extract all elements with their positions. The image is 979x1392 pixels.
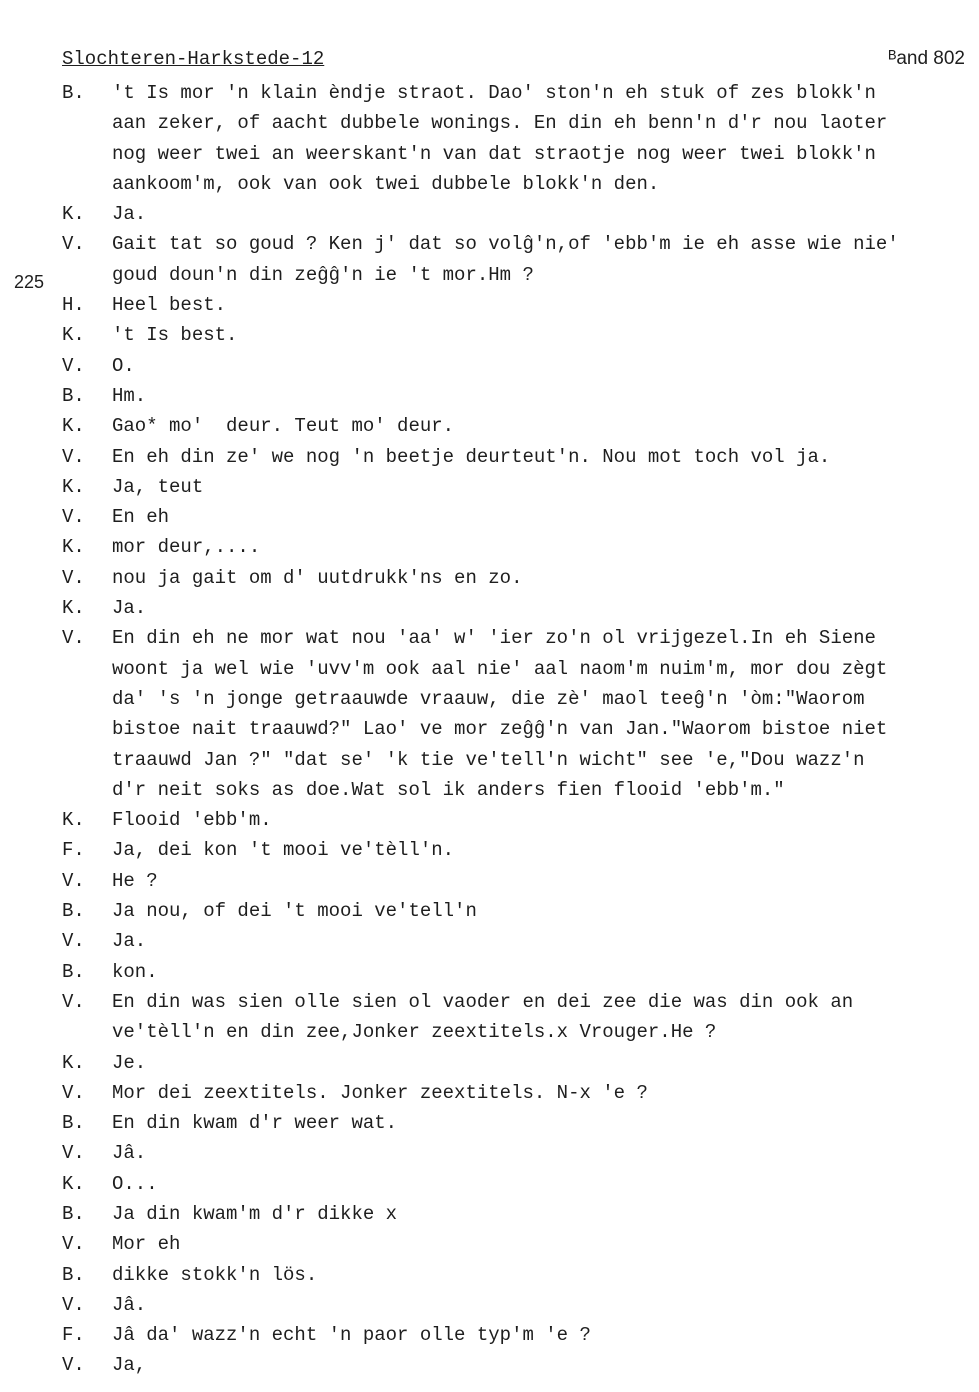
turn-text: [112, 229, 962, 290]
turn-text: [112, 1078, 962, 1108]
transcript-turn: [62, 502, 962, 532]
speaker-label: V.: [62, 627, 85, 650]
text-line: En din kwam d'r weer wat.: [112, 1112, 398, 1135]
turn-text: [112, 320, 962, 350]
speaker-label: B.: [62, 82, 85, 104]
turn-text: [112, 1138, 962, 1168]
text-line: He ?: [112, 869, 158, 892]
transcript-turn: [62, 472, 962, 502]
text-line: Ja,: [112, 1354, 147, 1377]
turn-text: [112, 957, 962, 987]
speaker-label: K.: [62, 1172, 85, 1195]
text-line: Gait tat so goud ? Ken j' dat so volĝ'n,of 'ebb'm ie eh asse wie nie': [112, 233, 899, 256]
speaker-label: V.: [62, 354, 85, 377]
text-line: Ja.: [112, 597, 147, 620]
turn-text: [112, 1260, 962, 1290]
text-line: En eh: [112, 506, 170, 529]
text-line: Mor dei zeextitels. Jonker zeextitels. N-x 'e ?: [112, 1081, 648, 1104]
speaker-label: K.: [62, 597, 85, 620]
speaker-label: B.: [62, 1112, 85, 1135]
text-line: En eh din ze' we nog 'n beetje deurteut'n. Nou mot toch vol ja.: [112, 445, 831, 468]
speaker-label: V.: [62, 869, 85, 892]
text-line: Jâ.: [112, 1142, 147, 1165]
text-line: Jâ da' wazz'n echt 'n paor olle typ'm 'e ?: [112, 1324, 591, 1347]
text-line: Flooid 'ebb'm.: [112, 809, 272, 832]
speaker-label: K.: [62, 475, 85, 498]
turn-text: [112, 442, 962, 472]
turn-text: [112, 1320, 962, 1350]
turn-text: [112, 381, 962, 411]
transcript-turn: [62, 1169, 962, 1199]
transcript-turn: [62, 381, 962, 411]
turn-text: [112, 623, 962, 805]
speaker-label: K.: [62, 415, 85, 438]
speaker-label: V.: [62, 1354, 85, 1377]
transcript-turn: [62, 351, 962, 381]
speaker-label: V.: [62, 233, 85, 256]
speaker-label: V.: [62, 1142, 85, 1165]
margin-counter: 225: [14, 272, 45, 292]
speaker-label: V.: [62, 1081, 85, 1104]
transcript-turn: [62, 1350, 962, 1380]
turn-text: [112, 1350, 962, 1380]
transcript-turn: [62, 78, 962, 199]
text-line: Gao* mo' deur. Teut mo' deur.: [112, 415, 455, 438]
turn-text: [112, 835, 962, 865]
transcript-turn: [62, 563, 962, 593]
text-line: bistoe nait traauwd?" Lao' ve mor zeĝĝ'n van Jan."Waorom bistoe niet: [112, 718, 888, 741]
text-line: ve'tèll'n en din zee,Jonker zeextitels.x Vrouger.He ?: [112, 1021, 717, 1044]
transcript-turn: [62, 411, 962, 441]
document-title: Slochteren-Harkstede-12: [62, 48, 325, 70]
transcript-turn: [62, 1290, 962, 1320]
transcript-turn: [62, 320, 962, 350]
transcript-turn: [62, 199, 962, 229]
text-line: aan zeker, of aacht dubbele wonings. En din eh benn'n d'r nou laoter: [112, 112, 888, 135]
band-number: ᴮand 802: [888, 48, 965, 69]
transcript-turn: [62, 1199, 962, 1229]
transcript-turn: [62, 1138, 962, 1168]
speaker-label: V.: [62, 1233, 85, 1256]
speaker-label: B.: [62, 1202, 85, 1225]
turn-text: [112, 987, 962, 1048]
turn-text: [112, 1199, 962, 1229]
text-line: Ja nou, of dei 't mooi ve'tell'n: [112, 900, 477, 923]
turn-text: [112, 199, 962, 229]
text-line: En din eh ne mor wat nou 'aa' w' 'ier zo'n ol vrijgezel.In eh Siene: [112, 627, 876, 650]
transcript-turn: [62, 442, 962, 472]
transcript-turn: [62, 290, 962, 320]
text-line: nou ja gait om d' uutdrukk'ns en zo.: [112, 566, 523, 589]
text-line: En din was sien olle sien ol vaoder en dei zee die was din ook an: [112, 990, 854, 1013]
text-line: 't Is best.: [112, 324, 238, 347]
speaker-label: H.: [62, 294, 85, 317]
turn-text: [112, 411, 962, 441]
speaker-label: V.: [62, 506, 85, 529]
transcript-turn: [62, 1078, 962, 1108]
speaker-label: K.: [62, 1051, 85, 1074]
text-line: Hm.: [112, 384, 147, 407]
text-line: dikke stokk'n lös.: [112, 1263, 318, 1286]
turn-text: [112, 1229, 962, 1259]
transcript-turn: [62, 805, 962, 835]
text-line: aankoom'm, ook van ook twei dubbele blokk'n den.: [112, 172, 660, 195]
turn-text: [112, 926, 962, 956]
text-line: Ja.: [112, 930, 147, 953]
transcript-turn: [62, 1229, 962, 1259]
speaker-label: V.: [62, 445, 85, 468]
transcript-turn: [62, 532, 962, 562]
speaker-label: K.: [62, 809, 85, 832]
text-line: traauwd Jan ?" "dat se' 'k tie ve'tell'n wicht" see 'e,"Dou wazz'n: [112, 748, 865, 771]
transcript-turn: [62, 896, 962, 926]
speaker-label: K.: [62, 324, 85, 347]
turn-text: [112, 532, 962, 562]
speaker-label: V.: [62, 930, 85, 953]
speaker-label: V.: [62, 990, 85, 1013]
turn-text: [112, 1108, 962, 1138]
transcript-turn: [62, 229, 962, 290]
text-line: da' 's 'n jonge getraauwde vraauw, die zè' maol teeĝ'n 'òm:"Waorom: [112, 687, 865, 710]
text-line: O...: [112, 1172, 158, 1195]
turn-text: [112, 351, 962, 381]
transcript-turn: [62, 926, 962, 956]
speaker-label: B.: [62, 384, 85, 407]
speaker-label: K.: [62, 536, 85, 559]
text-line: Ja, teut: [112, 475, 204, 498]
speaker-label: B.: [62, 1263, 85, 1286]
speaker-label: F.: [62, 839, 85, 862]
transcript-turn: [62, 1260, 962, 1290]
text-line: 't Is mor 'n klain èndje straot. Dao' ston'n eh stuk of zes blokk'n: [112, 82, 876, 104]
text-line: Ja, dei kon 't mooi ve'tèll'n.: [112, 839, 455, 862]
turn-text: [112, 78, 962, 199]
transcript-turn: [62, 623, 962, 805]
text-line: Je.: [112, 1051, 147, 1074]
speaker-label: K.: [62, 203, 85, 226]
turn-text: [112, 502, 962, 532]
turn-text: [112, 1048, 962, 1078]
transcript: [62, 78, 962, 1381]
text-line: O.: [112, 354, 135, 377]
speaker-label: F.: [62, 1324, 85, 1347]
text-line: Mor eh: [112, 1233, 181, 1256]
text-line: woont ja wel wie 'uvv'm ook aal nie' aal naom'm nuim'm, mor dou zègt: [112, 657, 888, 680]
text-line: Jâ.: [112, 1293, 147, 1316]
transcript-turn: [62, 1320, 962, 1350]
turn-text: [112, 290, 962, 320]
turn-text: [112, 563, 962, 593]
turn-text: [112, 805, 962, 835]
text-line: Heel best.: [112, 294, 227, 317]
speaker-label: V.: [62, 1293, 85, 1316]
text-line: d'r neit soks as doe.Wat sol ik anders fien flooid 'ebb'm.": [112, 778, 785, 801]
transcript-turn: [62, 866, 962, 896]
transcript-turn: [62, 957, 962, 987]
transcript-turn: [62, 1048, 962, 1078]
speaker-label: B.: [62, 900, 85, 923]
text-line: Ja.: [112, 203, 147, 226]
transcript-turn: [62, 835, 962, 865]
transcript-turn: [62, 593, 962, 623]
speaker-label: V.: [62, 566, 85, 589]
turn-text: [112, 593, 962, 623]
text-line: Ja din kwam'm d'r dikke x: [112, 1202, 398, 1225]
turn-text: [112, 472, 962, 502]
turn-text: [112, 1290, 962, 1320]
text-line: goud doun'n din zeĝĝ'n ie 't mor.Hm ?: [112, 263, 534, 286]
speaker-label: B.: [62, 960, 85, 983]
turn-text: [112, 1169, 962, 1199]
turn-text: [112, 866, 962, 896]
transcript-turn: [62, 987, 962, 1048]
text-line: nog weer twei an weerskant'n van dat straotje nog weer twei blokk'n: [112, 142, 876, 165]
transcript-turn: [62, 1108, 962, 1138]
turn-text: [112, 896, 962, 926]
text-line: kon.: [112, 960, 158, 983]
text-line: mor deur,....: [112, 536, 261, 559]
